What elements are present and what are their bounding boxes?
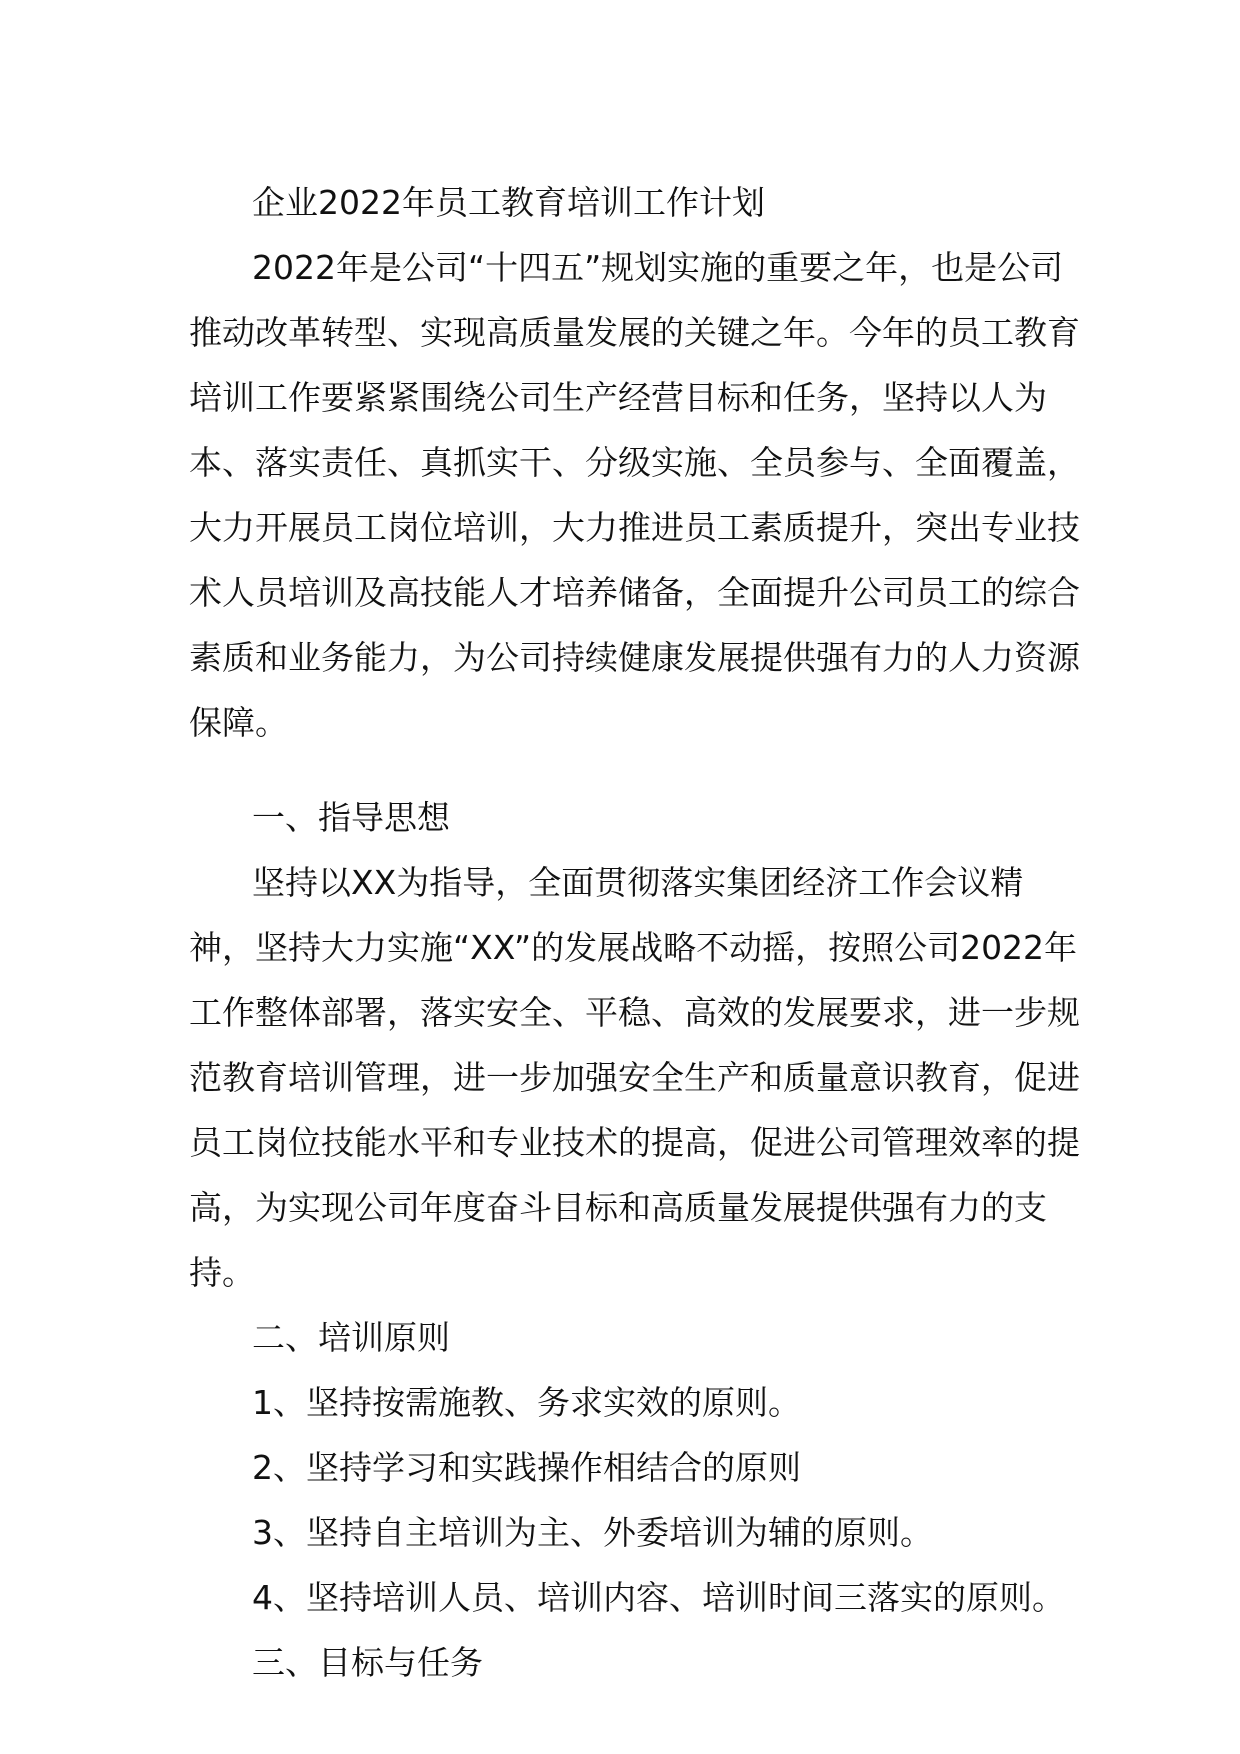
document-body (189, 170, 1089, 1695)
section-heading-training-principles: 二、培训原则 (252, 1318, 450, 1357)
section-heading-guiding-ideology: 一、指导思想 (252, 798, 450, 837)
principle-item-1: 1、坚持按需施教、务求实效的原则。 (252, 1383, 801, 1422)
guiding-ideology-paragraph: 坚持以XX为指导，全面贯彻落实集团经济工作会议精神，坚持大力实施“XX”的发展战略不动摇，按照公司2022年工作整体部署，落实安全、平稳、高效的发展要求，进一步规范教育培训管理，进一步加强安全生产和质量意识教育，促进员工岗位技能水平和专业技术的提高，促进公司管理效率的提高，为实现公司年度奋斗目标和高质量发展提供强有力的支持。 (189, 863, 1080, 1292)
principle-item-2: 2、坚持学习和实践操作相结合的原则 (252, 1448, 801, 1487)
principle-item-4: 4、坚持培训人员、培训内容、培训时间三落实的原则。 (252, 1578, 1065, 1617)
principle-item-3: 3、坚持自主培训为主、外委培训为辅的原则。 (252, 1513, 933, 1552)
document-title: 企业2022年员工教育培训工作计划 (252, 183, 765, 222)
intro-paragraph: 2022年是公司“十四五”规划实施的重要之年，也是公司推动改革转型、实现高质量发展的关键之年。今年的员工教育培训工作要紧紧围绕公司生产经营目标和任务，坚持以人为本、落实责任、真抓实干、分级实施、全员参与、全面覆盖，大力开展员工岗位培训，大力推进员工素质提升，突出专业技术人员培训及高技能人才培养储备，全面提升公司员工的综合素质和业务能力，为公司持续健康发展提供强有力的人力资源保障。 (189, 248, 1080, 742)
section-heading-goals-tasks: 三、目标与任务 (252, 1643, 483, 1682)
